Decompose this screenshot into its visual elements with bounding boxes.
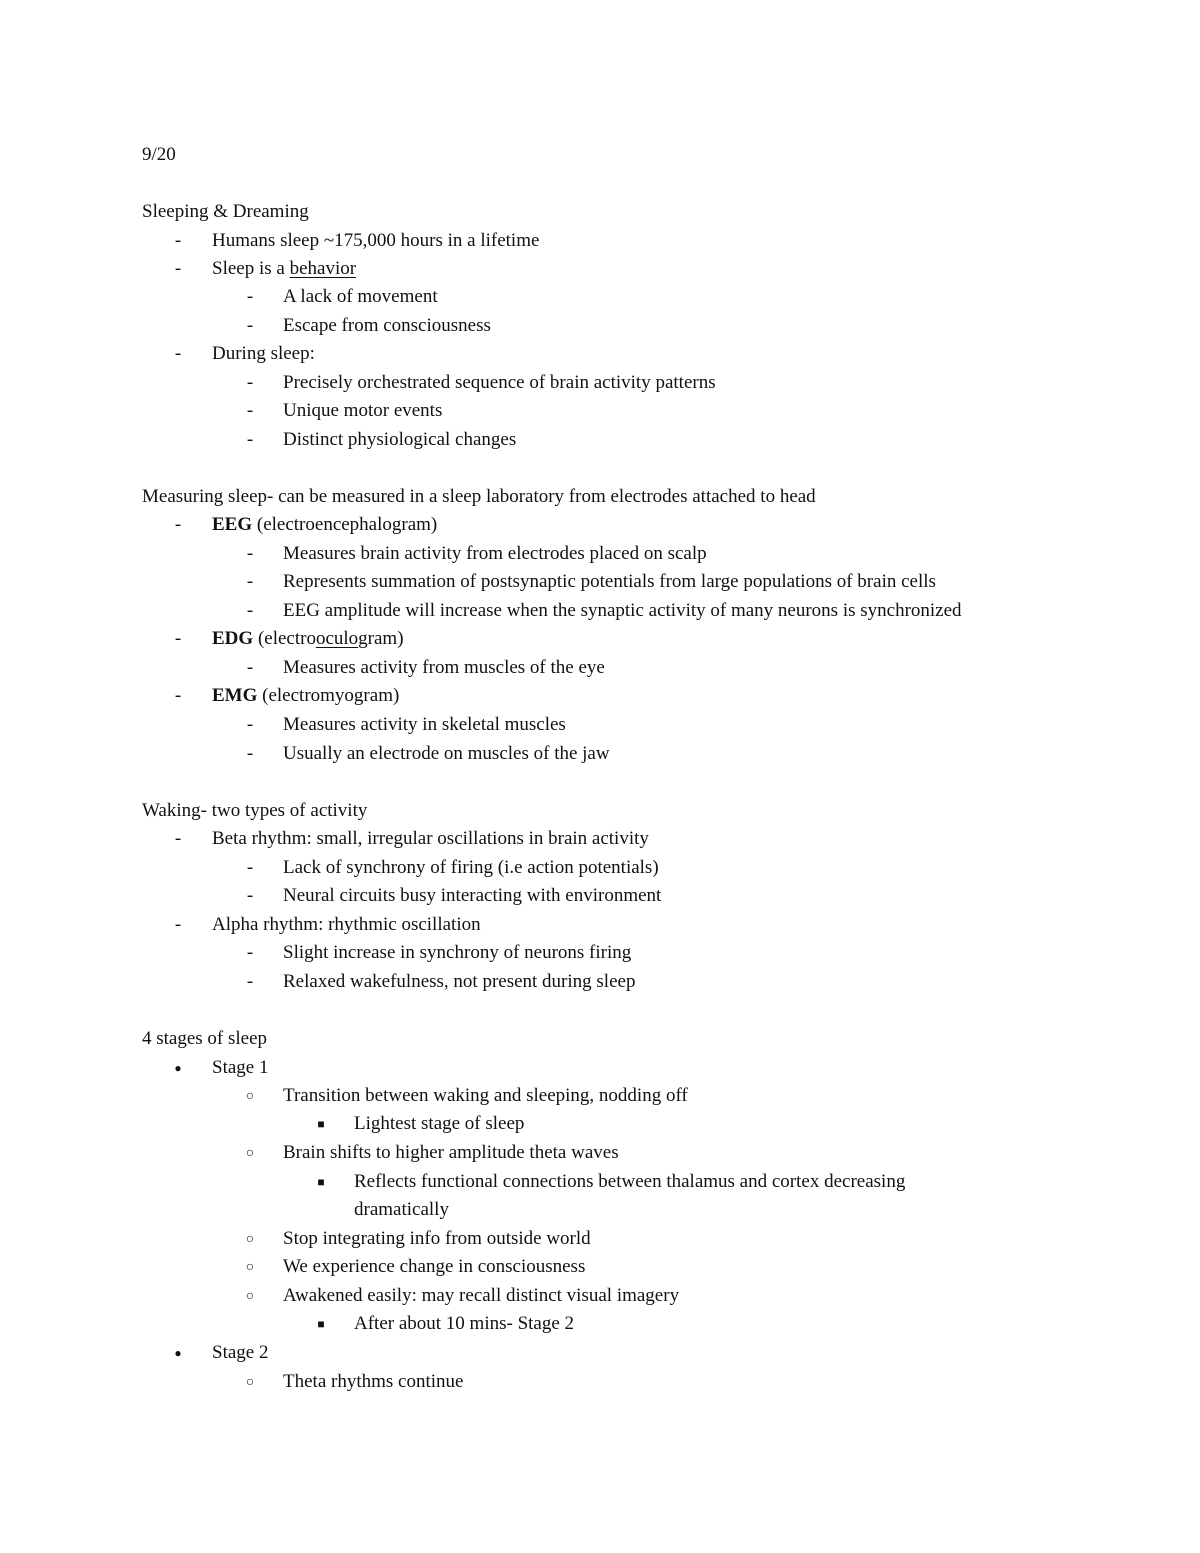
date-text: 9/20 [142, 144, 176, 165]
hollow-circle-bullet-icon [240, 1282, 260, 1312]
bold-term: EDG [212, 628, 254, 649]
hollow-circle-bullet-icon [240, 1139, 260, 1169]
dash-bullet [240, 740, 260, 768]
dash-bullet [240, 597, 260, 625]
hollow-circle-bullet-icon [240, 1368, 260, 1398]
square-bullet-icon [311, 1110, 331, 1139]
hollow-circle-bullet-icon [240, 1082, 260, 1112]
hollow-circle-bullet-icon [240, 1225, 260, 1255]
dash-bullet [168, 227, 188, 255]
behavior-line: Sleep is a behavior [212, 258, 357, 279]
dash-bullet [240, 568, 260, 596]
underlined-term: behavior [289, 258, 357, 279]
square-bullet-icon [311, 1168, 331, 1197]
dash-bullet [168, 825, 188, 853]
bold-term: EEG [212, 514, 253, 535]
dash-bullet [240, 654, 260, 682]
dash-bullet [240, 312, 260, 340]
dash-bullet [240, 939, 260, 967]
document-page: 9/20 Sleeping & Dreaming - Humans sleep ~175,000 hours in a lifetime - Sleep is a behavior - A lack of movement - Escape from consciousness - During sleep: - Precisely orchestrated sequence of brain activity patterns - Unique motor events - Distinct physiological changes Measuring sleep- can be measured in a sleep laboratory from electrodes attached to head - EEG (electroencephalogram) - Measures brain activity from electrodes placed on scalp - Represents summation of postsynaptic potentials from large populations of brain cells - EEG amplitude will increase when the synaptic activity of many neurons is synchronized - EDG (electrooculogram) - Measures activity from muscles of the eye - EMG (electromyogram) - Measures activity in skeletal muscles - Usually an electrode on muscles of the jaw Waking- two types of activity - Beta rhythm: small, irregular oscillations in brain activity - Lack of synchrony of firing (i.e action potentials) - Neural circuits busy interacting with environment - Alpha rhythm: rhythmic oscillation - Slight increase in synchrony of neurons firing - Relaxed wakefulness, not present during sleep 4 stages of sleep ● Stage 1 ○ Transition between waking and sleeping, nodding off ■ Lightest stage of sleep ○ Brain shifts to higher amplitude theta waves ■ Reflects functional connections between thalamus and cortex decreasing dramatically ○ Stop integrating info from outside world ○ We experience change in consciousness ○ Awakened easily: may recall distinct visual imagery ■ After about 10 mins- Stage 2 ● Stage 2 ○ Theta rhythms continue [0, 0, 1200, 1553]
filled-circle-bullet-icon [168, 1054, 188, 1083]
dash-bullet [168, 625, 188, 653]
dash-bullet [240, 369, 260, 397]
dash-bullet [168, 682, 188, 710]
dash-bullet [168, 255, 188, 283]
dash-bullet [168, 911, 188, 939]
dash-bullet [168, 340, 188, 368]
bold-term: EMG [212, 685, 258, 706]
dash-bullet [168, 511, 188, 539]
underlined-term: oculo [315, 628, 359, 649]
dash-bullet [240, 397, 260, 425]
dash-bullet [240, 968, 260, 996]
hollow-circle-bullet-icon [240, 1253, 260, 1283]
dash-bullet [240, 283, 260, 311]
filled-circle-bullet-icon [168, 1339, 188, 1368]
dash-bullet [240, 426, 260, 454]
dash-bullet [240, 854, 260, 882]
dash-bullet [240, 711, 260, 739]
square-bullet-icon [311, 1310, 331, 1339]
dash-bullet [240, 540, 260, 568]
dash-bullet [240, 882, 260, 910]
